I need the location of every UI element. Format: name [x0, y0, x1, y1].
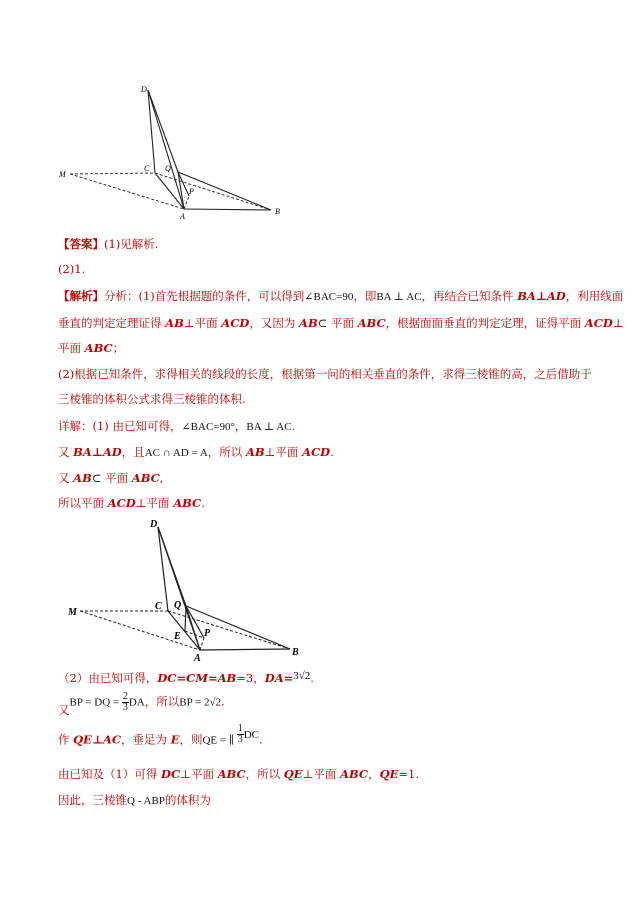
part2-line-1	[58, 670, 314, 686]
math-abc: ABC	[217, 767, 246, 781]
detail-text: 详解：(1) 由已知可得，	[58, 419, 182, 433]
fig1-label-b: B	[275, 207, 280, 216]
math-abc: ABC	[357, 316, 386, 330]
math-ba-perp-ad: BA⊥AD	[517, 289, 566, 303]
analysis-text: 垂直的判定定理证得	[58, 316, 166, 330]
detail-text: 又	[58, 445, 74, 459]
math-e: E	[170, 732, 180, 747]
answer-part1: (1)见解析.	[104, 237, 159, 251]
detail-text: ,	[159, 471, 164, 485]
part2-line-2	[58, 691, 225, 717]
part2-line-5	[58, 792, 211, 808]
math-abc: ABC	[131, 471, 160, 485]
part2-text: ，	[368, 767, 380, 781]
answer-tag: 【答案】	[58, 237, 104, 251]
math-q-abp: Q - ABP	[127, 795, 165, 807]
math-ba-perp-ac: BA ⊥ AC	[376, 291, 422, 303]
analysis-text: ⊥平面	[183, 316, 222, 330]
part2-text: .	[258, 732, 263, 747]
analysis-text: ，根据面面垂直的判定定理，证得平面	[385, 316, 585, 330]
fig1-label-a: A	[180, 212, 185, 221]
part2-text: ，则	[179, 732, 203, 747]
part2-text: 因此，三棱锥	[58, 793, 127, 807]
detail-line-4	[58, 495, 205, 511]
part2-text: 的体积为	[164, 793, 211, 807]
analysis-tag: 【解析】	[58, 289, 104, 303]
analysis-text: ⊥	[612, 316, 624, 330]
math-ab: AB	[73, 471, 92, 485]
analysis-line-4: (2)根据已知条件，求得相关的线段的长度，根据第一问的相关垂直的条件，求得三棱锥的高，之后借助于	[58, 367, 592, 381]
math-subset: ⊂	[317, 316, 328, 330]
detail-text: 所以平面	[58, 496, 108, 510]
math-ba-perp-ac: BA ⊥ AC	[246, 421, 292, 433]
part2-text: ，所以	[245, 767, 284, 781]
part2-text: .	[221, 694, 225, 709]
part2-text: 由已知及（1）可得	[58, 767, 161, 781]
analysis-text: 平面	[327, 316, 358, 330]
math-3-root-2: 3√2	[293, 670, 311, 682]
part2-line-4	[58, 766, 419, 782]
math-ba-perp-ad: BA⊥AD	[73, 445, 122, 459]
part2-text: =3，	[236, 671, 265, 685]
math-acd: ACD	[107, 496, 136, 510]
math-da: DA	[128, 696, 145, 709]
detail-text: 平面	[101, 471, 132, 485]
math-angle-bac: ∠BAC=90	[304, 291, 354, 303]
detail-line-3	[58, 470, 163, 486]
analysis-line-1	[58, 288, 623, 304]
part2-text: （2）由已知可得，	[58, 671, 158, 685]
analysis-line-3	[58, 340, 124, 356]
fig1-label-q: Q	[165, 164, 171, 173]
analysis-text: 分析：(1)首先根据题的条件，可以得到	[104, 289, 305, 303]
math-angle-bac: ∠BAC=90°	[181, 421, 235, 433]
math-qe-perp-ac: QE⊥AC	[73, 732, 122, 747]
fig2-label-b: B	[292, 647, 299, 658]
analysis-line-5: 三棱锥的体积公式求得三棱锥的体积.	[58, 392, 246, 406]
math-acd: ACD	[302, 445, 331, 459]
math-intersection: AC ∩ AD = A	[144, 447, 208, 459]
fig1-label-c: C	[144, 164, 150, 173]
math-abc: ABC	[340, 767, 369, 781]
analysis-text: ，再结合已知条件	[421, 289, 518, 303]
fig2-label-d: D	[150, 519, 158, 530]
part2-text: .	[310, 671, 314, 685]
fig2-label-a: A	[194, 653, 201, 664]
math-qe: QE	[379, 767, 399, 781]
detail-text: 又	[58, 471, 74, 485]
analysis-text: ，利用线面	[565, 289, 624, 303]
math-acd: ACD	[221, 316, 250, 330]
fig2-label-c: C	[155, 601, 162, 612]
detail-line-2	[58, 444, 334, 460]
math-qe: QE	[283, 767, 303, 781]
analysis-line-2	[58, 315, 624, 331]
math-da: DA=	[264, 671, 294, 685]
answer-line-1	[58, 236, 158, 252]
math-abc: ABC	[173, 496, 202, 510]
math-bp-value: BP = 2√2	[179, 696, 222, 709]
fig2-label-m: M	[68, 607, 77, 618]
analysis-text: ，即	[353, 289, 377, 303]
answer-line-2: (2)1.	[58, 262, 86, 276]
detail-text: .	[291, 419, 296, 433]
fraction-denominator: 3	[122, 702, 128, 713]
part2-text: ⊥平面	[302, 767, 341, 781]
math-qe-equals-parallel: QE = ∥	[202, 734, 237, 747]
math-fraction-one-third	[237, 724, 244, 745]
part2-text: ⊥平面	[180, 767, 218, 781]
fig1-label-p: P	[189, 187, 194, 196]
detail-text: .	[201, 496, 205, 510]
part2-text: 作	[58, 732, 74, 747]
fig2-label-e: E	[174, 631, 181, 642]
detail-text: .	[330, 445, 334, 459]
fig1-label-m: M	[59, 170, 66, 179]
math-ab: AB	[245, 445, 265, 459]
detail-text: ，且	[121, 445, 145, 459]
part2-text: ，垂足为	[121, 732, 171, 747]
detail-text: ⊥平面	[264, 445, 303, 459]
fig2-label-q: Q	[174, 600, 182, 611]
analysis-text: ；	[112, 341, 125, 355]
part2-text: 又	[58, 702, 70, 717]
part2-text: ，所以	[144, 694, 180, 709]
figure-2-pyramid-diagram	[60, 515, 310, 665]
figure-1-pyramid-diagram	[55, 78, 295, 223]
math-dc: DC	[160, 767, 181, 781]
detail-line-1	[58, 418, 295, 434]
fraction-numerator: 2	[122, 691, 128, 702]
math-dc: DC	[243, 728, 259, 741]
fraction-numerator: 1	[237, 723, 243, 734]
detail-text: ，	[234, 419, 247, 433]
math-ab: AB	[299, 316, 318, 330]
analysis-text: ，又因为	[249, 316, 300, 330]
math-bp-dq: BP = DQ =	[69, 696, 122, 709]
math-fraction-two-thirds	[122, 692, 129, 713]
math-abc: ABC	[84, 341, 113, 355]
analysis-text: 平面	[58, 341, 85, 355]
detail-text: ，所以	[207, 445, 246, 459]
fig2-label-p: P	[204, 628, 211, 639]
part2-text: =1.	[398, 767, 419, 781]
detail-text: ⊥平面	[135, 496, 174, 510]
fig1-label-d: D	[141, 85, 147, 94]
math-acd: ACD	[584, 316, 613, 330]
fraction-denominator: 3	[237, 734, 243, 745]
math-dc-cm-ab: DC=CM=AB	[157, 671, 237, 685]
math-ab: AB	[165, 316, 184, 330]
part2-line-3	[58, 723, 263, 751]
math-subset: ⊂	[91, 471, 102, 485]
